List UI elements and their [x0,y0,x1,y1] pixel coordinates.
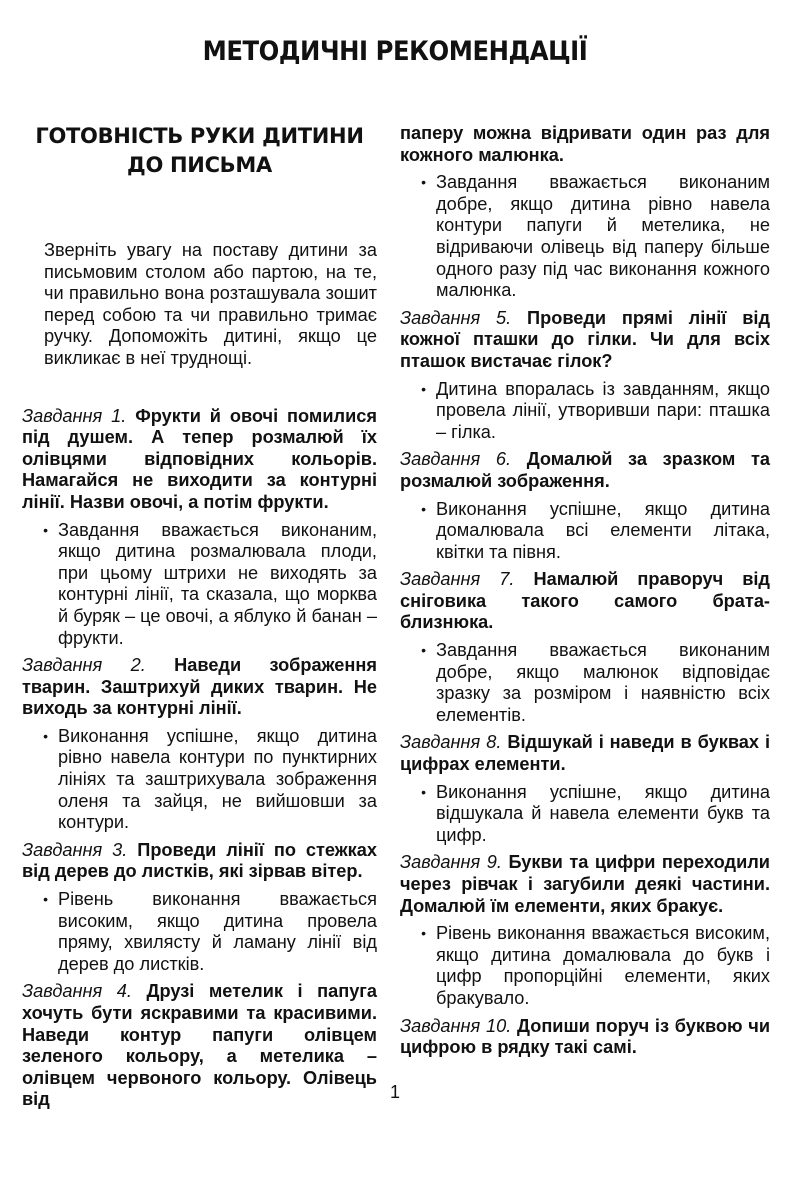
criterion-text: Завдання вважається виконаним добре, якщо дитина рівно навела контури папуги й метелика, не відриваючи олівець від паперу більше одного разу під час виконання кожного малюнка. [436,172,770,301]
task-1 [22,406,377,650]
bullet-icon: • [43,521,48,538]
task-label: Завдання 2. [22,655,146,676]
bullet-icon: • [421,783,426,800]
left-column [22,118,377,1111]
criterion [400,640,770,726]
criterion [400,499,770,564]
page-number: 1 [389,1082,400,1102]
task-8 [400,732,770,846]
bullet-icon: • [421,380,426,397]
task-label: Завдання 10. [400,1015,512,1036]
bullet-icon: • [421,925,426,942]
task-label: Завдання 4. [22,981,132,1002]
bullet-icon: • [43,727,48,744]
task-2 [22,655,377,834]
criterion [400,172,770,302]
page-title: МЕТОДИЧНІ РЕКОМЕНДАЦІЇ [202,36,588,67]
task-6 [400,449,770,563]
task-4-continued [400,123,770,302]
criterion [22,726,377,834]
criterion-text: Рівень виконання вважається високим, якщо дитина провела пряму, хвилясту й ламану лінії від дерев до листків. [58,889,377,974]
task-instruction: Допиши поруч із буквою чи цифрою в рядку такі самі. [400,1015,771,1058]
task-instruction: Проведи лінії по стежках від дерев до листків, які зірвав вітер. [22,839,377,882]
criterion-text: Виконання успішне, якщо дитина відшукала й навела елементи букв та цифр. [436,781,770,845]
task-label: Завдання 6. [400,449,512,470]
criterion-text: Завдання вважається виконаним, якщо дитина розмалювала плоди, при цьому штрихи не виходять за контурні лінії, та сказала, що морква й буряк – це овочі, а яблуко й банан – фрукти. [58,519,377,648]
task-instruction-continued: паперу можна відривати один раз для кожного малюнка. [400,123,770,165]
criterion [400,923,770,1009]
task-label: Завдання 8. [400,732,502,753]
criterion [22,520,377,650]
task-label: Завдання 9. [400,852,502,873]
task-instruction: Букви та цифри переходили через рівчак і загубили деякі частини. Домалюй їм елементи, яких бракує. [400,852,770,916]
task-instruction: Проведи прямі лінії від кожної пташки до гілки. Чи для всіх пташок вистачає гілок? [400,307,770,371]
right-column [400,118,770,1059]
criterion [400,782,770,847]
section-title-line-1: ГОТОВНІСТЬ РУКИ ДИТИНИ [35,124,364,148]
criterion-text: Дитина впоралась із завданням, якщо провела лінії, утворивши пари: пташка – гілка. [436,378,770,442]
section-title [22,122,377,180]
task-instruction: Намалюй праворуч від сніговика такого самого брата-близнюка. [400,569,770,633]
task-instruction: Наведи зображення тварин. Заштрихуй диких тварин. Не виходь за контурні лінії. [22,655,377,719]
task-label: Завдання 7. [400,569,515,590]
task-instruction: Друзі метелик і папуга хочуть бути яскравими та красивими. Наведи контур папуги олівцем зеленого кольору, а метелика – олівцем червоного кольору. Олівець від [22,981,377,1110]
section-title-line-2: ДО ПИСЬМА [127,153,272,177]
task-10 [400,1016,770,1059]
criterion-text: Завдання вважається виконаним добре, якщо малюнок відповідає зразку за розміром і наявністю всіх елементів. [436,640,770,725]
criterion-text: Виконання успішне, якщо дитина рівно навела контури по пунктирних лініях та заштрихувала зображення оленя та зайця, не вийшовши за контури. [58,725,377,833]
criterion-text: Виконання успішне, якщо дитина домалювала всі елементи літака, квітки та півня. [436,498,770,562]
bullet-icon: • [421,642,426,659]
bullet-icon: • [43,891,48,908]
bullet-icon: • [421,500,426,517]
intro-paragraph: Зверніть увагу на поставу дитини за письмовим столом або партою, на те, чи правильно вона розташувала зошит перед собою та чи правильно тримає ручку. Допоможіть дитині, якщо це викликає в неї труднощі. [44,240,377,368]
task-7 [400,569,770,726]
task-label: Завдання 1. [22,405,127,426]
task-5 [400,308,770,444]
criterion-text: Рівень виконання вважається високим, якщо дитина домалювала до букв і цифр пропорційні елементи, яких бракувало. [436,923,770,1008]
task-instruction: Фрукти й овочі помилися під душем. А тепер розмалюй їх олівцями відповідних кольорів. Намагайся не виходити за контурні лінії. Назви овочі, а потім фрукти. [22,405,378,512]
task-instruction: Домалюй за зразком та розмалюй зображення. [400,449,770,491]
bullet-icon: • [421,174,426,191]
criterion [400,379,770,444]
criterion [22,889,377,975]
task-label: Завдання 5. [400,307,512,328]
task-9 [400,852,770,1009]
task-instruction: Відшукай і наведи в буквах і цифрах елементи. [400,732,770,775]
task-3 [22,840,377,976]
task-label: Завдання 3. [22,839,128,860]
